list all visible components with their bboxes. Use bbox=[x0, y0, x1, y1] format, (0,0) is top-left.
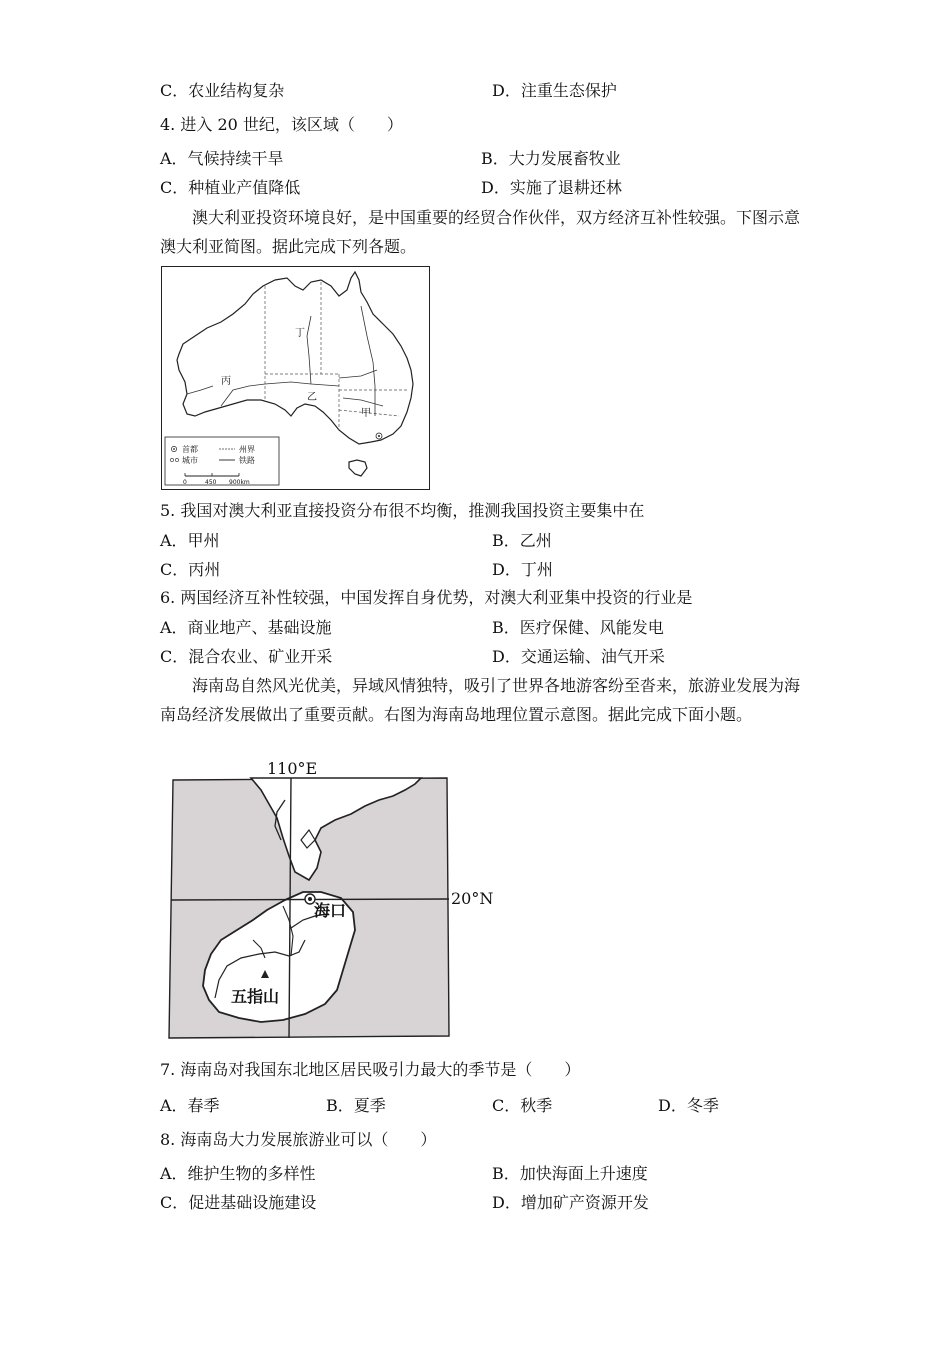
q4-option-d: D．实施了退耕还林 bbox=[481, 178, 622, 197]
q5-option-b: B．乙州 bbox=[492, 531, 552, 550]
legend-city: 城市 bbox=[182, 456, 198, 465]
q6-option-b: B．医疗保健、风能发电 bbox=[492, 618, 664, 637]
hainan-intro: 海南岛自然风光优美，异域风情独特，吸引了世界各地游客纷至沓来，旅游业发展为海南岛经济发展做出了重要贡献。右图为海南岛地理位置示意图。据此完成下面小题。 bbox=[160, 676, 801, 724]
q7-option-a: A．春季 bbox=[160, 1096, 220, 1115]
legend-railway: 铁路 bbox=[239, 456, 255, 465]
australia-intro: 澳大利亚投资环境良好，是中国重要的经贸合作伙伴，双方经济互补性较强。下图示意澳大利亚简图。据此完成下列各题。 bbox=[160, 208, 801, 256]
q4-stem: 4. 进入 20 世纪，该区域（ ） bbox=[160, 115, 403, 134]
svg-text:900km: 900km bbox=[229, 479, 250, 486]
q8-option-b: B．加快海面上升速度 bbox=[492, 1164, 648, 1183]
label-ding: 丁 bbox=[295, 328, 305, 339]
wuzhishan-label: 五指山 bbox=[231, 987, 280, 1006]
legend-boundary: 州界 bbox=[239, 445, 255, 454]
q4-option-b: B．大力发展畜牧业 bbox=[481, 149, 621, 168]
label-bing: 丙 bbox=[221, 376, 231, 387]
q5-option-a: A．甲州 bbox=[160, 531, 220, 550]
q6-option-a: A．商业地产、基础设施 bbox=[160, 618, 332, 637]
q5-stem: 5. 我国对澳大利亚直接投资分布很不均衡，推测我国投资主要集中在 bbox=[160, 501, 645, 520]
haikou-label: 海口 bbox=[314, 901, 347, 920]
q7-option-c: C．秋季 bbox=[492, 1096, 553, 1115]
q4-option-a: A．气候持续干旱 bbox=[160, 149, 284, 168]
q6-stem: 6. 两国经济互补性较强，中国发挥自身优势，对澳大利亚集中投资的行业是 bbox=[160, 588, 693, 607]
label-jia: 甲 bbox=[361, 408, 371, 419]
q7-stem: 7. 海南岛对我国东北地区居民吸引力最大的季节是（ ） bbox=[160, 1060, 581, 1079]
q8-option-c: C．促进基础设施建设 bbox=[160, 1193, 317, 1212]
australia-map bbox=[161, 266, 430, 490]
q8-option-d: D．增加矿产资源开发 bbox=[492, 1193, 649, 1212]
q5-option-d: D．丁州 bbox=[492, 560, 553, 579]
q8-option-a: A．维护生物的多样性 bbox=[160, 1164, 316, 1183]
q7-option-b: B．夏季 bbox=[326, 1096, 386, 1115]
svg-text:0: 0 bbox=[183, 479, 187, 486]
label-yi: 乙 bbox=[307, 392, 317, 403]
q3-option-d: D．注重生态保护 bbox=[492, 81, 617, 100]
q3-option-c: C．农业结构复杂 bbox=[160, 81, 285, 100]
svg-text:450: 450 bbox=[205, 479, 217, 486]
q4-option-c: C．种植业产值降低 bbox=[160, 178, 301, 197]
q7-option-d: D．冬季 bbox=[658, 1096, 719, 1115]
hainan-map bbox=[165, 760, 495, 1042]
q6-option-d: D．交通运输、油气开采 bbox=[492, 647, 665, 666]
q8-stem: 8. 海南岛大力发展旅游业可以（ ） bbox=[160, 1130, 437, 1149]
legend-capital: 首都 bbox=[182, 445, 198, 454]
q6-option-c: C．混合农业、矿业开采 bbox=[160, 647, 333, 666]
longitude-label: 110°E bbox=[267, 760, 318, 778]
q5-option-c: C．丙州 bbox=[160, 560, 221, 579]
latitude-label: 20°N bbox=[451, 889, 494, 908]
